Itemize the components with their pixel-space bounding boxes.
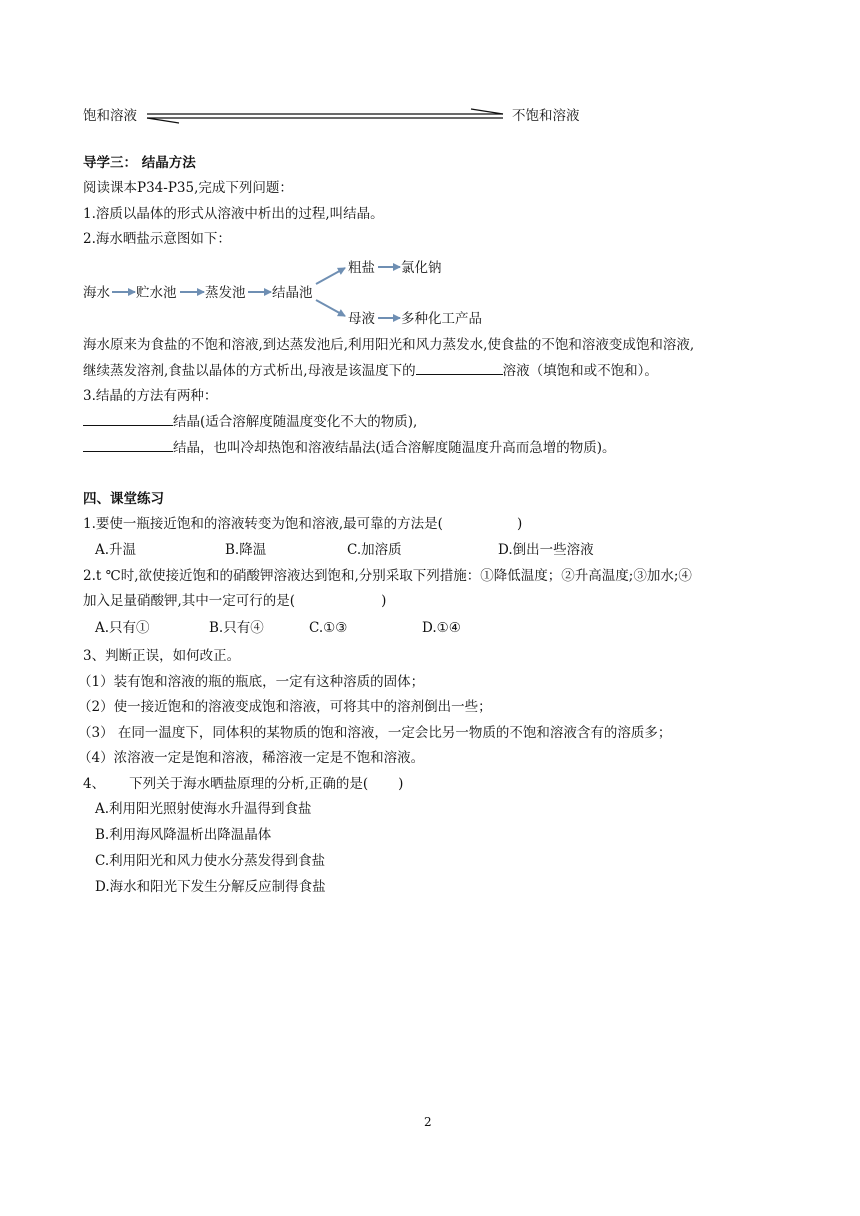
diagram-seawater: 海水 xyxy=(83,285,110,301)
q1-option-c: C.加溶质 xyxy=(347,542,402,558)
section3-item2: 2.海水晒盐示意图如下： xyxy=(83,231,231,247)
section3-para1: 海水原来为食盐的不饱和溶液,到达蒸发池后,利用阳光和风力蒸发水,使食盐的不饱和溶液变成饱和溶液, xyxy=(83,337,695,353)
q3-item-1: （1）装有饱和溶液的瓶的瓶底，一定有这种溶质的固体； xyxy=(78,674,425,690)
method2 xyxy=(83,437,616,458)
section3-title: 导学三： 结晶方法 xyxy=(83,155,196,171)
diagram-nacl: 氯化钠 xyxy=(401,260,442,276)
q2-line2: 加入足量硝酸钾,其中一定可行的是( ) xyxy=(83,593,387,609)
equilibrium-arrow-icon xyxy=(145,106,505,126)
equilibrium-right-label: 不饱和溶液 xyxy=(512,108,580,124)
arrow-icon xyxy=(316,300,345,316)
diagram-mother-liquor: 母液 xyxy=(348,311,375,327)
diagram-reservoir: 贮水池 xyxy=(136,285,177,301)
q3-item-3: （3） 在同一温度下，同体积的某物质的饱和溶液，一定会比另一物质的不饱和溶液含有的溶质多； xyxy=(78,725,672,741)
q4-option-d: D.海水和阳光下发生分解反应制得食盐 xyxy=(95,879,326,895)
para2-text-a: 继续蒸发溶剂,食盐以晶体的方式析出,母液是该温度下的 xyxy=(83,363,416,379)
q2-option-a: A.只有① xyxy=(95,620,150,636)
q1-stem: 1.要使一瓶接近饱和的溶液转变为饱和溶液,最可靠的方法是( ) xyxy=(83,516,523,532)
q1-option-d: D.倒出一些溶液 xyxy=(498,542,594,558)
diagram-crystal-pool: 结晶池 xyxy=(272,285,313,301)
q4-option-c: C.利用阳光和风力使水分蒸发得到食盐 xyxy=(95,853,326,869)
section4-title: 四、课堂练习 xyxy=(83,491,164,507)
q3-item-2: （2）使一接近饱和的溶液变成饱和溶液，可将其中的溶剂倒出一些； xyxy=(78,699,492,715)
fill-blank[interactable] xyxy=(83,411,173,426)
equilibrium-left-label: 饱和溶液 xyxy=(83,108,137,124)
method1 xyxy=(83,411,417,432)
q2-option-b: B.只有④ xyxy=(209,620,264,636)
method1-text: 结晶(适合溶解度随温度变化不大的物质), xyxy=(173,414,418,430)
diagram-crude-salt: 粗盐 xyxy=(348,260,375,276)
fill-blank[interactable] xyxy=(83,437,173,452)
diagram-evaporation-pool: 蒸发池 xyxy=(205,285,246,301)
section3-intro: 阅读课本P34-P35,完成下列问题： xyxy=(83,180,293,196)
diagram-chem-products: 多种化工产品 xyxy=(401,311,482,327)
q2-line1: 2.t ℃时,欲使接近饱和的硝酸钾溶液达到饱和,分别采取下列措施：①降低温度；②升高温度;③加水;④ xyxy=(83,568,692,584)
q3-item-4: （4）浓溶液一定是饱和溶液，稀溶液一定是不饱和溶液。 xyxy=(78,750,425,766)
fill-blank[interactable] xyxy=(416,360,503,375)
para2-text-b: 溶液（填饱和或不饱和）。 xyxy=(502,363,658,379)
q1-option-b: B.降温 xyxy=(225,542,267,558)
q1-option-a: A.升温 xyxy=(95,542,137,558)
page-number: 2 xyxy=(424,1115,432,1129)
q4-stem: 4、 下列关于海水晒盐原理的分析,正确的是( ) xyxy=(83,776,404,792)
q4-option-b: B.利用海风降温析出降温晶体 xyxy=(95,827,272,843)
section3-item1: 1.溶质以晶体的形式从溶液中析出的过程,叫结晶。 xyxy=(83,206,384,222)
method2-text: 结晶，也叫冷却热饱和溶液结晶法(适合溶解度随温度升高而急增的物质)。 xyxy=(173,440,616,456)
section3-para2 xyxy=(83,360,658,381)
diagram-arrows xyxy=(0,240,500,340)
q4-option-a: A.利用阳光照射使海水升温得到食盐 xyxy=(95,801,312,817)
q2-option-d: D.①④ xyxy=(422,620,461,636)
arrow-icon xyxy=(316,268,345,284)
q3-stem: 3、判断正误，如何改正。 xyxy=(83,648,241,664)
section3-item3: 3.结晶的方法有两种： xyxy=(83,388,218,404)
q2-option-c: C.①③ xyxy=(309,620,348,636)
